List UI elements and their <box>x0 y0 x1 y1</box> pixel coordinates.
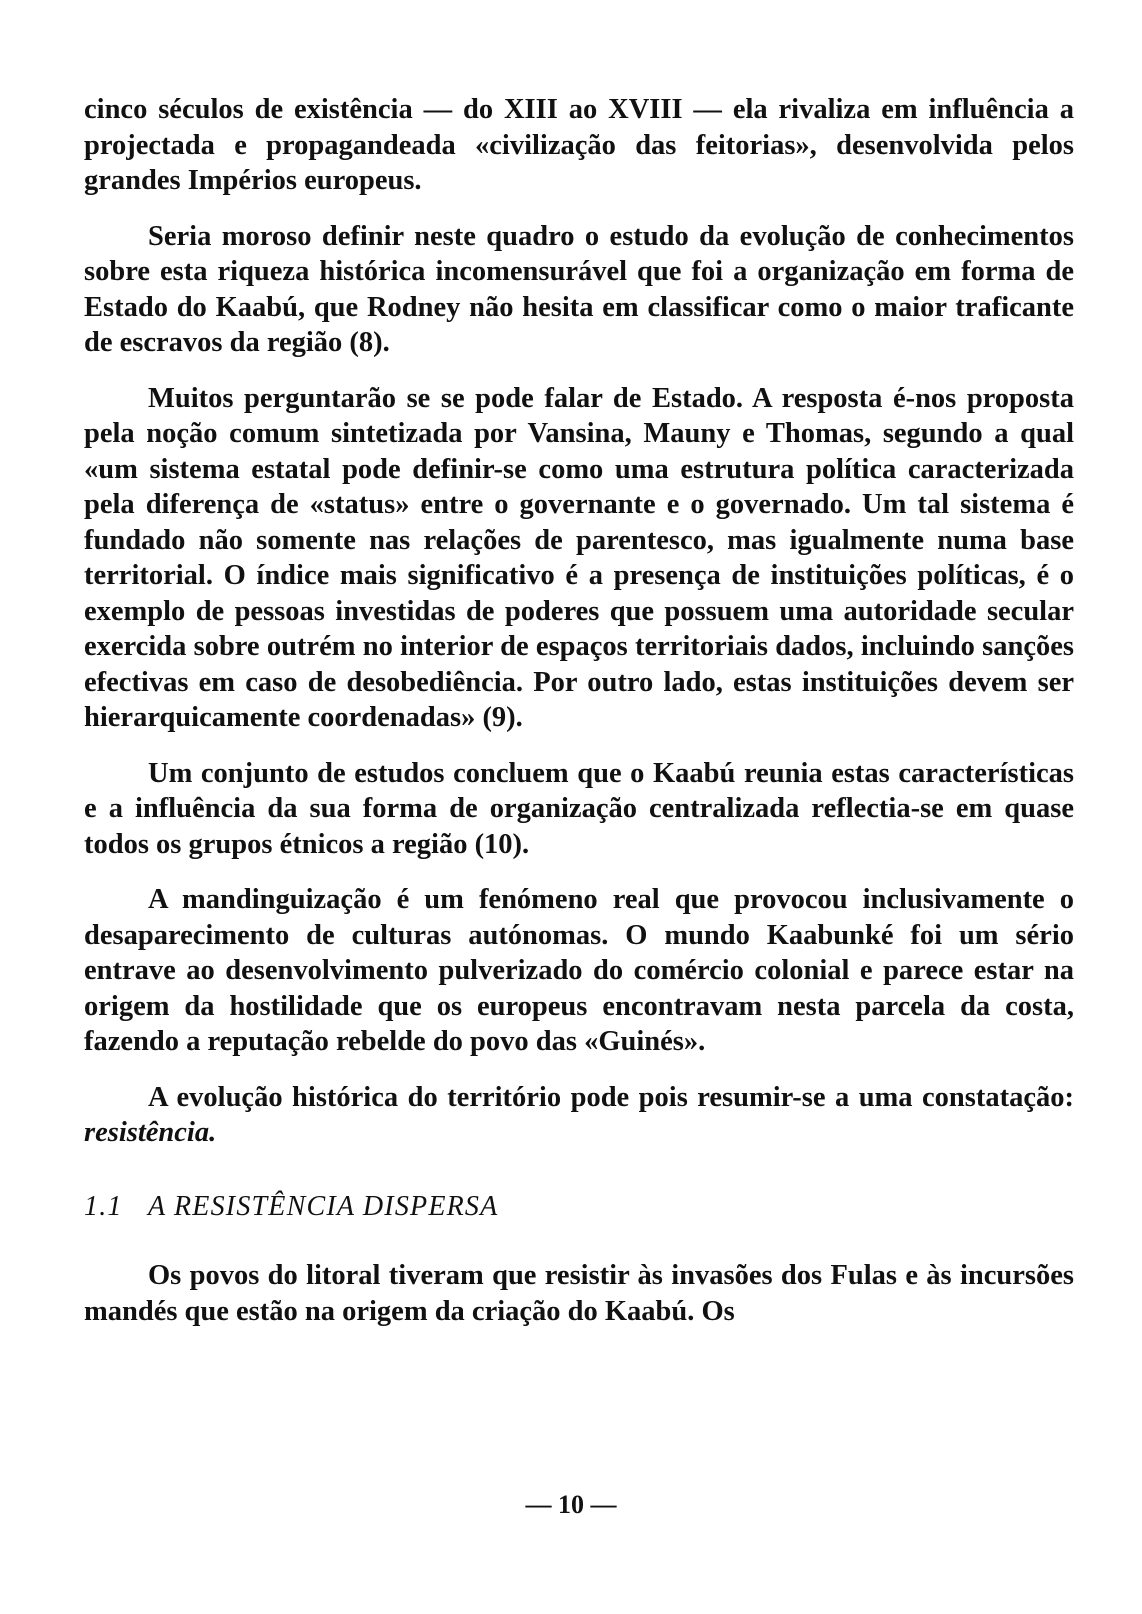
paragraph-6 <box>84 1080 1074 1151</box>
paragraph-4: Um conjunto de estudos concluem que o Kaabú reunia estas características e a influência da sua forma de organização centralizada reflectia-se em quase todos os grupos étnicos a região (10). <box>84 757 1074 860</box>
paragraph-6-text: A evolução histórica do território pode pois resumir-se a uma constatação: <box>148 1081 1074 1113</box>
closing-paragraph: Os povos do litoral tiveram que resistir às invasões dos Fulas e às incursões mandés que estão na origem da criação do Kaabú. Os <box>84 1260 1074 1327</box>
paragraph-1: cinco séculos de existência — do XIII ao XVIII — ela rivaliza em influência a projectada e propagandeada «civilização das feitorias», desenvolvida pelos grandes Impérios europeus. <box>84 94 1074 196</box>
paragraph-5: A mandinguização é um fenómeno real que provocou inclusivamente o desaparecimento de culturas autónomas. O mundo Kaabunké foi um sério entrave ao desenvolvimento pulverizado do comércio colonial e parece estar na origem da hostilidade que os europeus encontravam nesta parcela da costa, fazendo a reputação rebelde do povo das «Guinés». <box>84 884 1074 1057</box>
paragraph-3: Muitos perguntarão se se pode falar de Estado. A resposta é-nos proposta pela noção comum sintetizada por Vansina, Mauny e Thomas, segundo a qual «um sistema estatal pode definir-se como uma estrutura política caracterizada pela diferença de «status» entre o governante e o governado. Um tal sistema é fundado não somente nas relações de parentesco, mas igualmente numa base territorial. O índice mais significativo é a presença de instituições políticas, é o exemplo de pessoas investidas de poderes que possuem uma autoridade secular exercida sobre outrém no interior de espaços territoriais dados, incluindo sanções efectivas em caso de desobediência. Por outro lado, estas instituições devem ser hierarquicamente coordenadas» (9). <box>84 382 1074 733</box>
section-heading <box>84 1189 1074 1225</box>
document-page <box>84 92 1074 1329</box>
section-title: A RESISTÊNCIA DISPERSA <box>148 1190 499 1222</box>
paragraph-6-emphasis: resistência. <box>84 1117 217 1148</box>
page-number: — 10 — <box>525 1490 617 1519</box>
paragraph-2: Seria moroso definir neste quadro o estudo da evolução de conhecimentos sobre esta riqueza histórica incomensurável que foi a organização em forma de Estado do Kaabú, que Rodney não hesita em classificar como o maior traficante de escravos da região (8). <box>84 220 1074 358</box>
section-number: 1.1 <box>84 1190 123 1222</box>
